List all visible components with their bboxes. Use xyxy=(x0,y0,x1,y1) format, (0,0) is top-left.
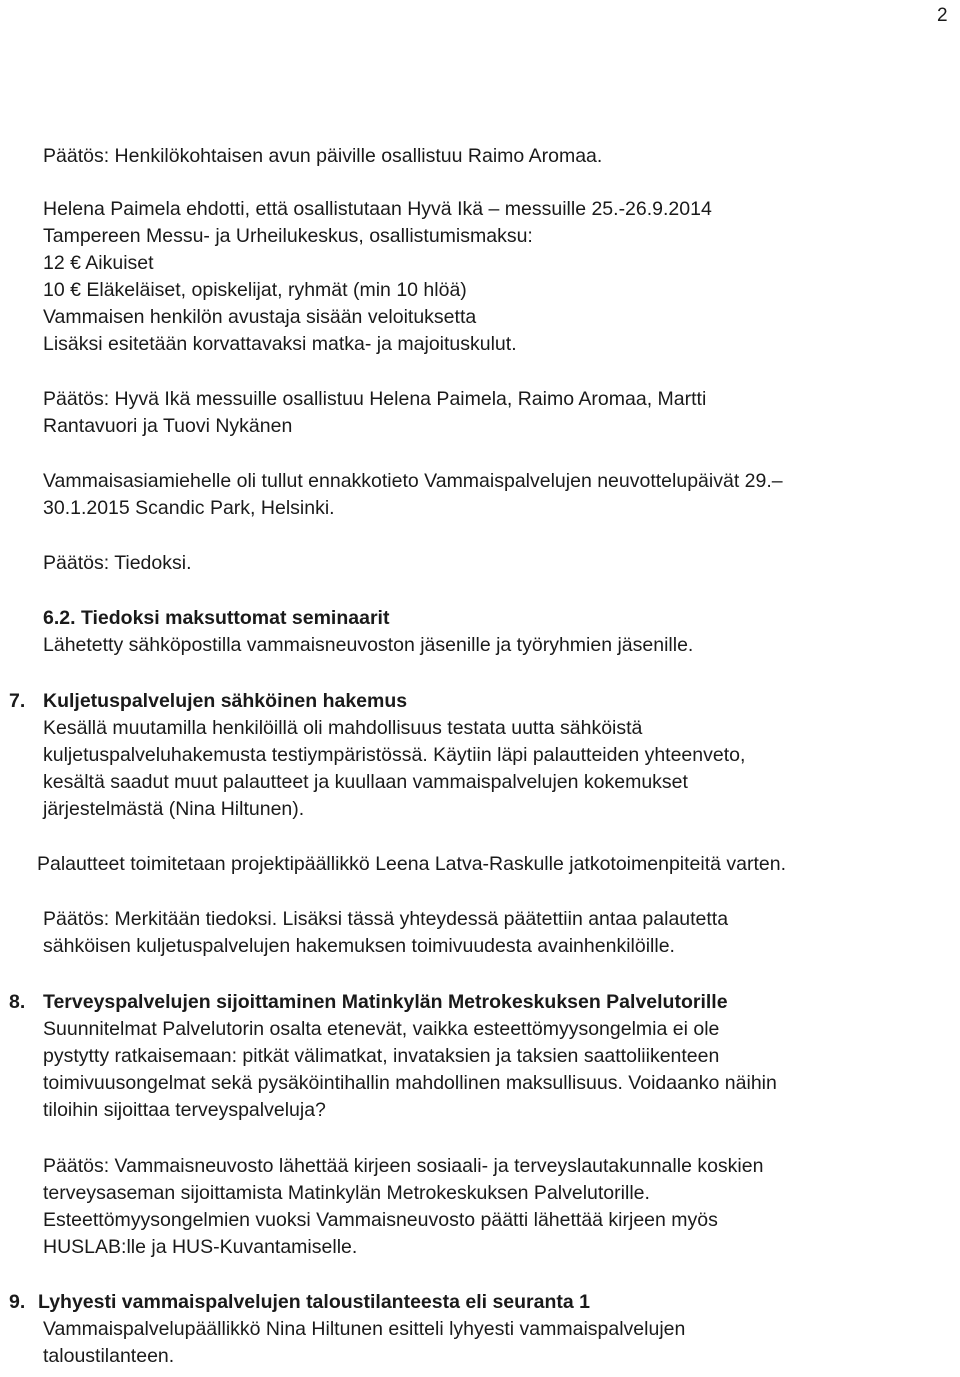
text-line: järjestelmästä (Nina Hiltunen). xyxy=(43,798,305,820)
decision-line: Esteettömyysongelmien vuoksi Vammaisneuvosto päätti lähettää kirjeen myös xyxy=(43,1209,718,1231)
section-heading-9 xyxy=(9,1289,590,1316)
text-line: Vammaisen henkilön avustaja sisään veloituksetta xyxy=(43,306,477,328)
text-line: Lähetetty sähköpostilla vammaisneuvoston jäsenille ja työryhmien jäsenille. xyxy=(43,634,694,656)
text-line: Tampereen Messu- ja Urheilukeskus, osallistumismaksu: xyxy=(43,225,533,247)
section-title: Lyhyesti vammaispalvelujen taloustilanteesta eli seuranta 1 xyxy=(38,1291,591,1313)
text-line: tiloihin sijoittaa terveyspalveluja? xyxy=(43,1099,326,1121)
text-line: 12 € Aikuiset xyxy=(43,252,154,274)
text-line: kuljetuspalveluhakemusta testiympäristössä. Käytiin läpi palautteiden yhteenveto, xyxy=(43,744,746,766)
text-line: 10 € Eläkeläiset, opiskelijat, ryhmät (min 10 hlöä) xyxy=(43,279,467,301)
decision-line: Päätös: Merkitään tiedoksi. Lisäksi tässä yhteydessä päätettiin antaa palautetta xyxy=(43,908,729,930)
text-line: Suunnitelmat Palvelutorin osalta etenevät, vaikka esteettömyysongelmia ei ole xyxy=(43,1018,720,1040)
note-line: Palautteet toimitetaan projektipäällikkö Leena Latva-Raskulle jatkotoimenpiteitä varten. xyxy=(37,853,787,875)
decision-line: Päätös: Vammaisneuvosto lähettää kirjeen sosiaali- ja terveyslautakunnalle koskien xyxy=(43,1155,764,1177)
decision-line: Päätös: Hyvä Ikä messuille osallistuu Helena Paimela, Raimo Aromaa, Martti xyxy=(43,388,707,410)
text-line: Vammaisasiamiehelle oli tullut ennakkotieto Vammaispalvelujen neuvottelupäivät 29.– xyxy=(43,470,783,492)
page-number: 2 xyxy=(937,5,948,26)
text-line: Helena Paimela ehdotti, että osallistutaan Hyvä Ikä – messuille 25.-26.9.2014 xyxy=(43,198,712,220)
decision-personal-assistance: Päätös: Henkilökohtaisen avun päiville osallistuu Raimo Aromaa. xyxy=(43,145,603,167)
text-line: kesältä saadut muut palautteet ja kuullaan vammaispalvelujen kokemukset xyxy=(43,771,688,793)
decision-line: Rantavuori ja Tuovi Nykänen xyxy=(43,415,293,437)
section-number: 9. xyxy=(9,1291,26,1313)
text-line: Vammaispalvelupäällikkö Nina Hiltunen esitteli lyhyesti vammaispalvelujen xyxy=(43,1318,686,1340)
section-number: 8. xyxy=(9,991,26,1013)
text-line: 30.1.2015 Scandic Park, Helsinki. xyxy=(43,497,335,519)
text-line: pystytty ratkaisemaan: pitkät välimatkat, invataksien ja taksien saattoliikenteen xyxy=(43,1045,720,1067)
section-heading-6-2: 6.2. Tiedoksi maksuttomat seminaarit xyxy=(43,607,390,629)
decision-line: terveysaseman sijoittamista Matinkylän Metrokeskuksen Palvelutorille. xyxy=(43,1182,650,1204)
text-line: Lisäksi esitetään korvattavaksi matka- ja majoituskulut. xyxy=(43,333,517,355)
section-heading-8 xyxy=(9,989,728,1016)
section-heading-7 xyxy=(9,688,407,715)
decision-line: Päätös: Tiedoksi. xyxy=(43,552,192,574)
text-line: toimivuusongelmat sekä pysäköintihallin mahdollinen maksullisuus. Voidaanko näihin xyxy=(43,1072,777,1094)
text-line: Kesällä muutamilla henkilöillä oli mahdollisuus testata uutta sähköistä xyxy=(43,717,643,739)
decision-line: sähköisen kuljetuspalvelujen hakemuksen toimivuudesta avainhenkilöille. xyxy=(43,935,675,957)
section-title: Terveyspalvelujen sijoittaminen Matinkylän Metrokeskuksen Palvelutorille xyxy=(43,991,728,1013)
decision-line: HUSLAB:lle ja HUS-Kuvantamiselle. xyxy=(43,1236,358,1258)
section-title: Kuljetuspalvelujen sähköinen hakemus xyxy=(43,690,408,712)
section-number: 7. xyxy=(9,690,26,712)
text-line: taloustilanteen. xyxy=(43,1345,175,1367)
